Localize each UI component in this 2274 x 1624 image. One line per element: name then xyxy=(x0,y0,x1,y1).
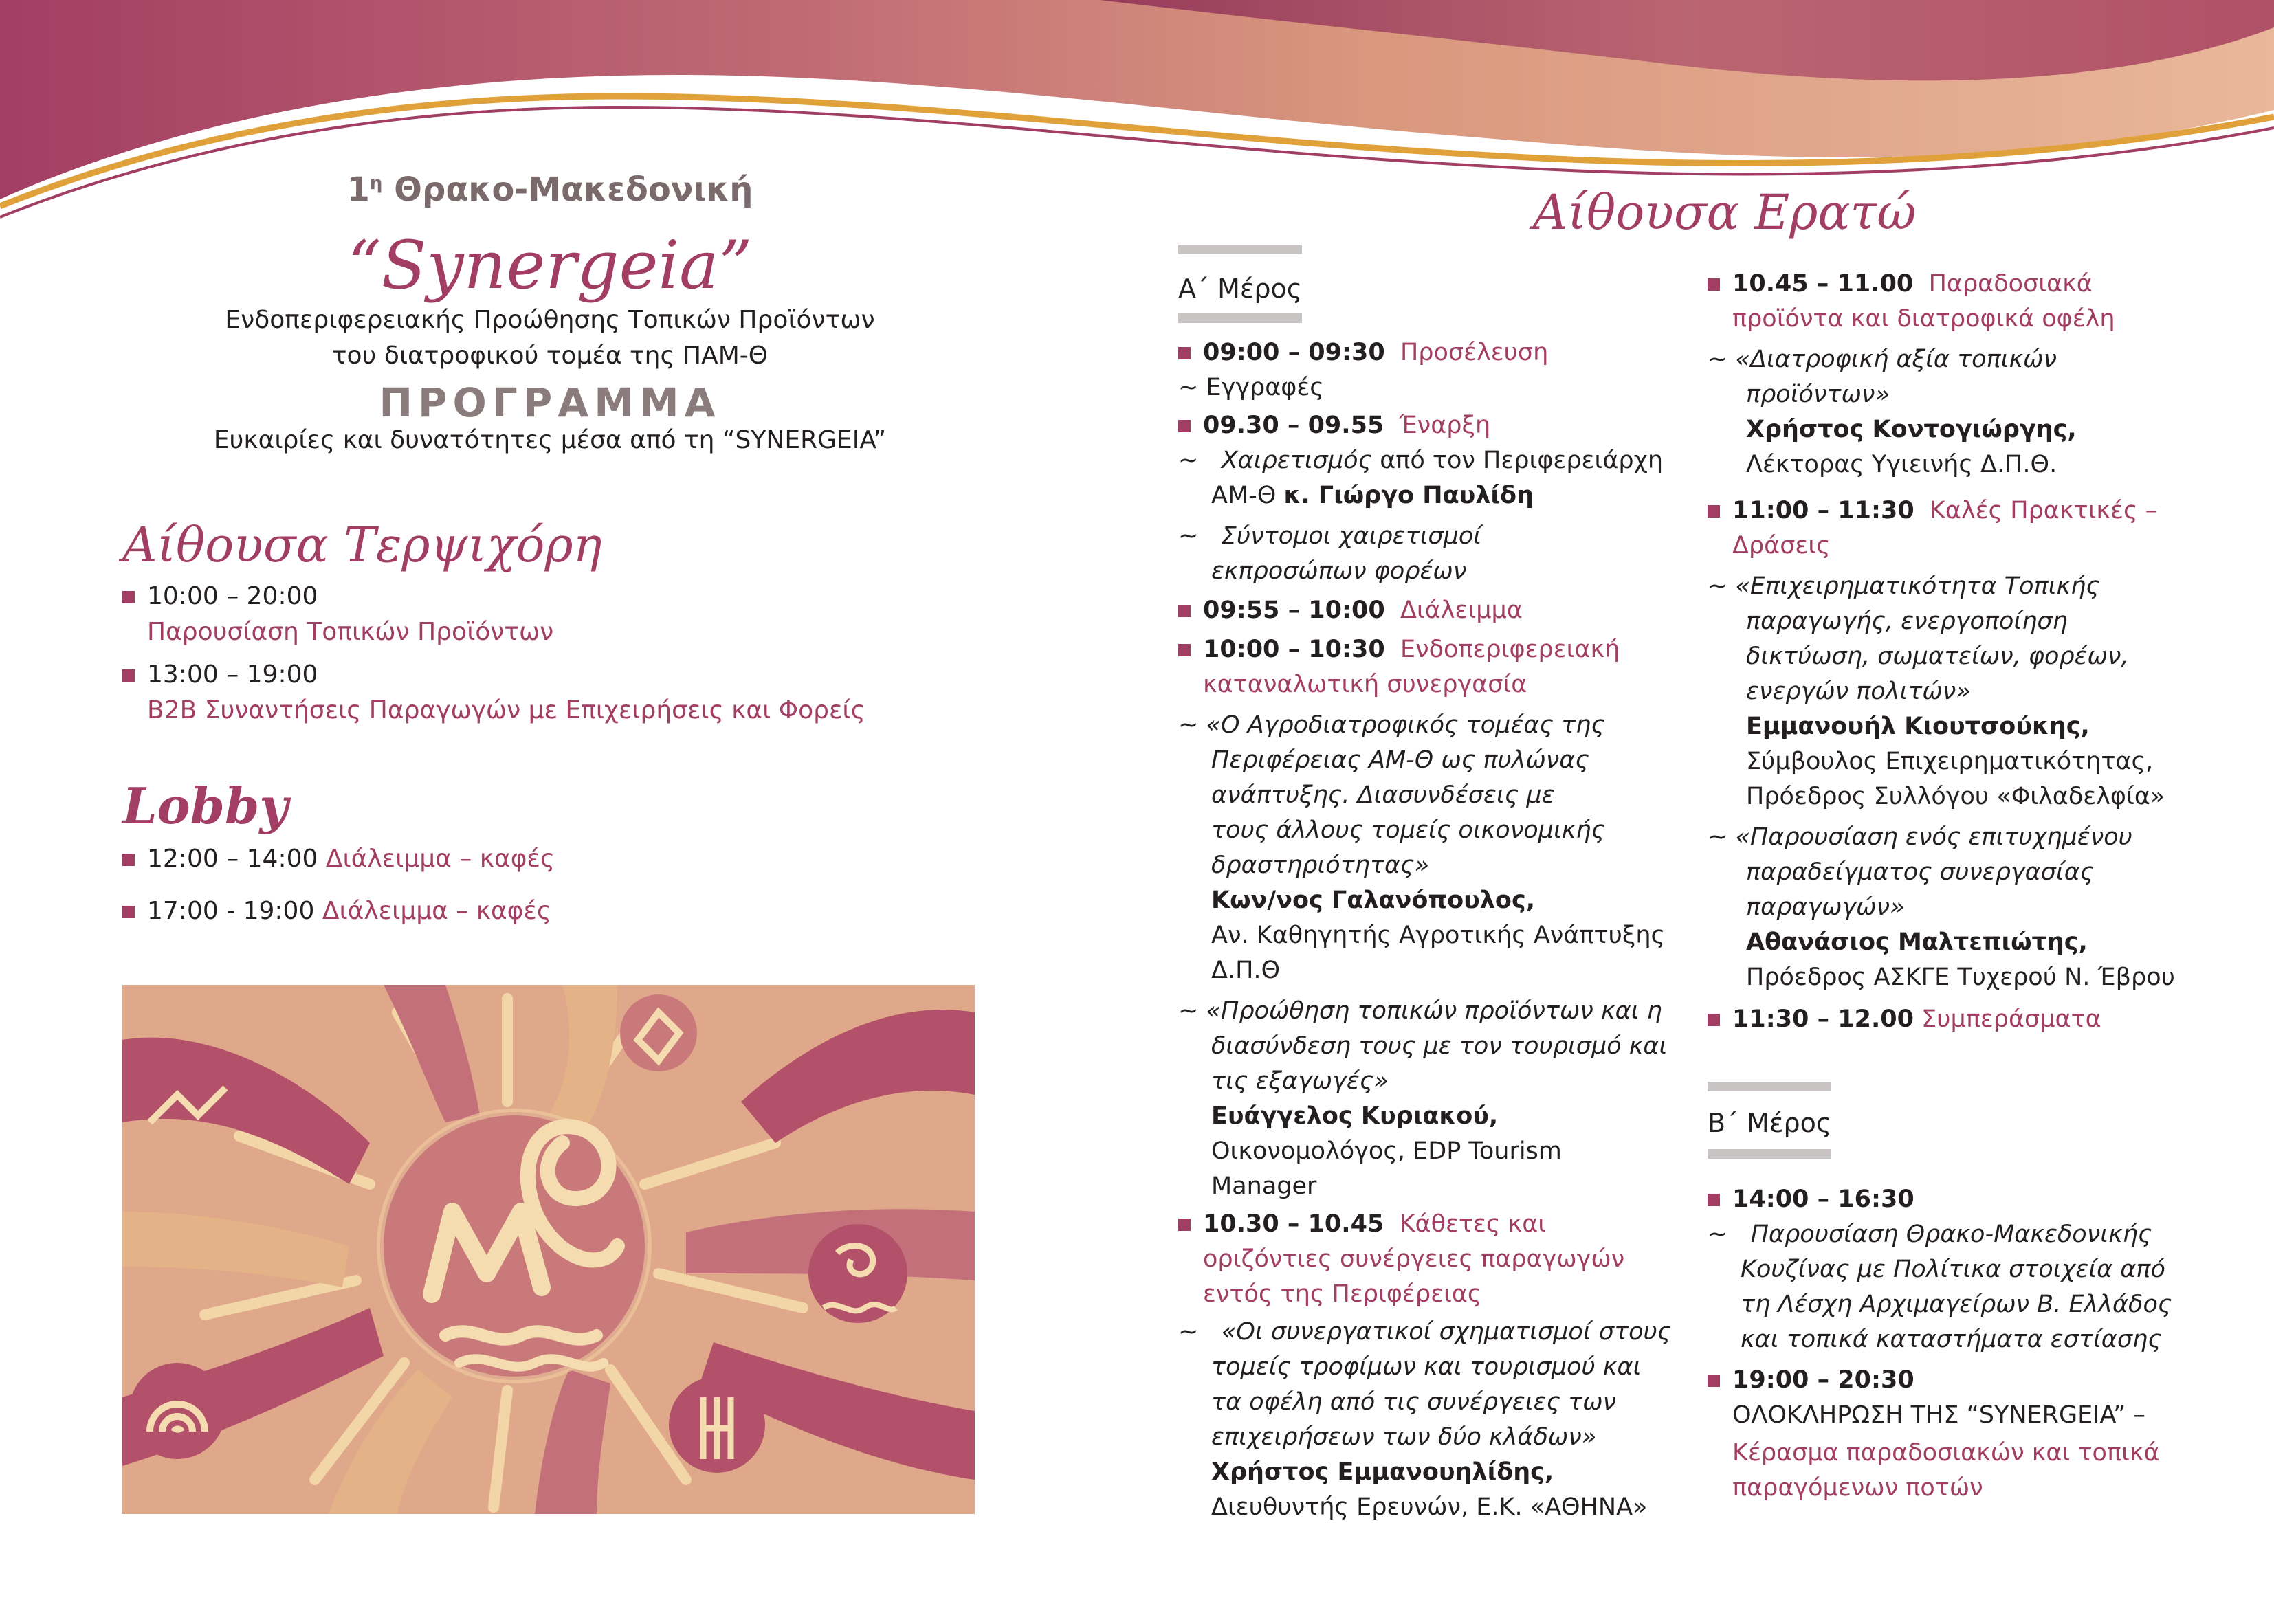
erato-column-1: 09:00 – 09:30 Προσέλευση ~ Εγγραφές 09.30 – 09.55 Έναρξη ~ Χαιρετισμός από τον Περιφερειάρχη ΑΜ-Θ κ. Γιώργο Παυλίδη ~ Σύντομοι χαιρετισμοί εκπροσώπων φορέων 09:55 – 10:00 Διάλειμμα 10:00 – 10:30 Ενδοπεριφερειακή καταναλωτική συνεργασία ~ «Ο Αγροδιατροφικός τομέας της Περιφέρειας ΑΜ-Θ ως πυλώνας ανάπτυξης. Διασυνδέσεις με τους άλλους τομείς οικονομικής δραστηριότητας» Κων/νος Γαλανόπουλος, Αν. Καθηγητής Αγροτικής Ανάπτυξης Δ.Π.Θ ~ «Προώθηση τοπικών προϊόντων και η διασύνδεση τους με τον τουρισμό και τις εξαγωγές» Ευάγγελος Κυριακού, Οικονομολόγος, EDP Tourism Manager 10.30 – 10.45 Κάθετες και οριζόντιες συνέργειες παραγωγών εντός της Περιφέρειας ~ «Οι συνεργατικοί σχηματισμοί στους τομείς τροφίμων και τουρισμού και τα οφέλη από τις συνέργειες των επιχειρήσεων των δύο κλάδων» Χρήστος Εμμανουηλίδης, Διευθυντής Ερευνών, Ε.Κ. «ΑΘΗΝΑ» xyxy=(1178,335,1673,1525)
part-a-bottom-rule xyxy=(1178,313,1302,323)
part-a-top-rule xyxy=(1178,245,1302,254)
part-a-label: Α΄ Μέρος xyxy=(1178,274,1303,304)
schedule-item: 17:00 - 19:00 Διάλειμμα – καφές xyxy=(122,893,1016,929)
hall-erato-title: Αίθουσα Ερατώ xyxy=(1533,184,1917,241)
lobby-title: Lobby xyxy=(122,777,289,835)
event-tagline: Ευκαιρίες και δυνατότητες μέσα από τη “SYNERGEIA” xyxy=(213,426,887,454)
schedule-item: 12:00 – 14:00 Διάλειμμα – καφές xyxy=(122,841,1016,877)
schedule-item: 11:30 – 12.00 Συμπεράσματα xyxy=(1708,1002,2203,1037)
program-label: ΠΡΟΓΡΑΜΜΑ xyxy=(379,379,721,426)
erato-column-2: 10.45 – 11.00 Παραδοσιακά προϊόντα και διατροφικά οφέλη ~ «Διατροφική αξία τοπικών προϊόντων» Χρήστος Κοντογιώργης, Λέκτορας Υγιεινής Δ.Π.Θ. 11:00 – 11:30 Καλές Πρακτικές – Δράσεις ~ «Επιχειρηματικότητα Τοπικής παραγωγής, ενεργοποίηση δικτύωση, σωματείων, φορέων, ενεργών πολιτών» Εμμανουήλ Κιουτσούκης, Σύμβουλος Επιχειρηματικότητας, Πρόεδρος Συλλόγου «Φιλαδελφία» ~ «Παρουσίαση ενός επιτυχημένου παραδείγματος συνεργασίας παραγωγών» Αθανάσιος Μαλτεπιώτης, Πρόεδρος ΑΣΚΓΕ Τυχερού Ν. Έβρου 11:30 – 12.00 Συμπεράσματα xyxy=(1708,267,2203,1037)
event-edition-title: $1^\eta$ Θρακο-Μακεδονική xyxy=(346,170,753,209)
hall-terpsichori-title: Αίθουσα Τερψιχόρη xyxy=(122,517,602,573)
event-subtitle: Ενδοπεριφερειακής Προώθησης Τοπικών Προϊόντων του διατροφικού τομέα της ΠΑΜ-Θ xyxy=(225,306,875,370)
schedule-item: 14:00 – 16:30 xyxy=(1708,1182,2203,1217)
part-b-top-rule xyxy=(1708,1082,1831,1091)
event-name: “Synergeia” xyxy=(347,227,753,304)
schedule-item: 09.30 – 09.55 Έναρξη xyxy=(1178,408,1673,443)
schedule-item: 11:00 – 11:30 Καλές Πρακτικές – xyxy=(1708,493,2203,529)
schedule-item: 13:00 – 19:00 xyxy=(122,657,1016,693)
schedule-item: 10.45 – 11.00 Παραδοσιακά xyxy=(1708,267,2203,302)
terpsichori-schedule: 10:00 – 20:00 Παρουσίαση Τοπικών Προϊόντων 13:00 – 19:00 Β2Β Συναντήσεις Παραγωγών με Επιχειρήσεις και Φορείς xyxy=(122,579,1016,728)
part-b-label: Β΄ Μέρος xyxy=(1708,1108,1832,1138)
schedule-item: 09:00 – 09:30 Προσέλευση xyxy=(1178,335,1673,370)
schedule-item: 10.30 – 10.45 Κάθετες και xyxy=(1178,1207,1673,1242)
schedule-item: 10:00 – 10:30 Ενδοπεριφερειακή xyxy=(1178,632,1673,667)
schedule-item: 10:00 – 20:00 xyxy=(122,579,1016,614)
schedule-item: 09:55 – 10:00 Διάλειμμα xyxy=(1178,593,1673,628)
lobby-schedule xyxy=(122,841,1016,929)
part-b-bottom-rule xyxy=(1708,1149,1831,1159)
schedule-item: 19:00 – 20:30 xyxy=(1708,1363,2203,1398)
erato-column-2-part-b: 14:00 – 16:30 ~ Παρουσίαση Θρακο-Μακεδονικής Κουζίνας με Πολίτικα στοιχεία από τη Λέσχη Αρχιμαγείρων Β. Ελλάδος και τοπικά καταστήματα εστίασης 19:00 – 20:30 ΟΛΟΚΛΗΡΩΣΗ ΤΗΣ “SYNERGEIA” – Κέρασμα παραδοσιακών και τοπικά παραγόμενων ποτών xyxy=(1708,1182,2203,1506)
hands-illustration xyxy=(122,985,975,1514)
